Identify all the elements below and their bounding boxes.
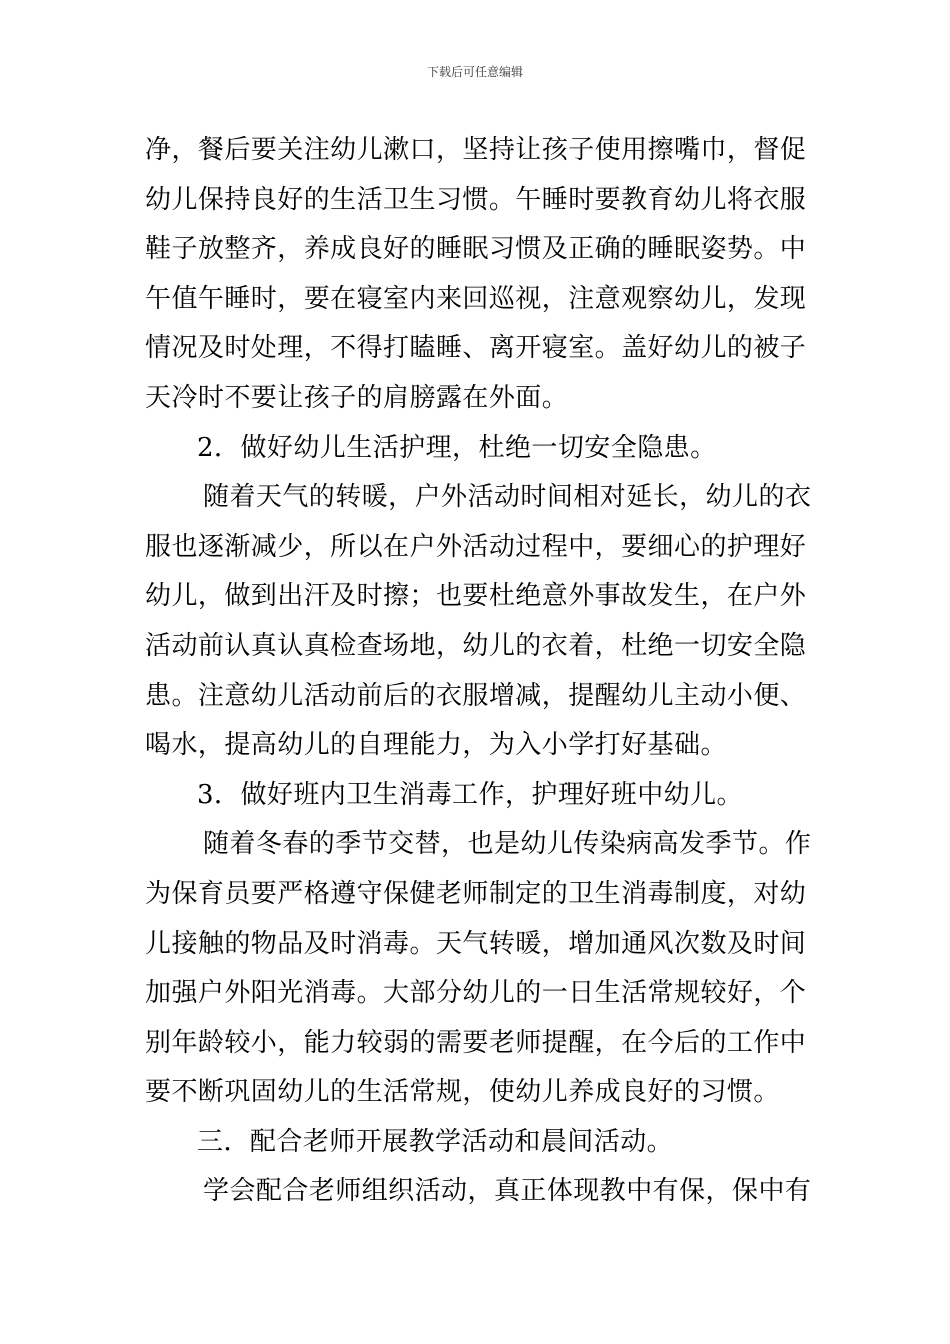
text-line: 儿接触的物品及时消毒。天气转暖，增加通风次数及时间 — [145, 928, 807, 959]
text-line: 天冷时不要让孩子的肩膀露在外面。 — [145, 382, 569, 413]
text-line: 患。注意幼儿活动前后的衣服增减，提醒幼儿主动小便、 — [145, 680, 807, 711]
paragraph-first-line: 随着冬春的季节交替，也是幼儿传染病高发季节。作 — [203, 829, 812, 860]
text-line: 为保育员要严格遵守保健老师制定的卫生消毒制度，对幼 — [145, 878, 807, 909]
paragraph-first-line: 随着天气的转暖，户外活动时间相对延长，幼儿的衣 — [203, 482, 812, 513]
text-line: 幼儿，做到出汗及时擦；也要杜绝意外事故发生，在户外 — [145, 581, 807, 612]
text-line: 活动前认真认真检查场地，幼儿的衣着，杜绝一切安全隐 — [145, 630, 807, 661]
text-line: 别年龄较小，能力较弱的需要老师提醒，在今后的工作中 — [145, 1027, 807, 1058]
text-line: 加强户外阳光消毒。大部分幼儿的一日生活常规较好，个 — [145, 978, 807, 1009]
section-heading: 三．配合老师开展教学活动和晨间活动。 — [197, 1126, 674, 1157]
page-header: 下载后可任意编辑 — [426, 65, 523, 79]
text-line: 鞋子放整齐，养成良好的睡眠习惯及正确的睡眠姿势。中 — [145, 234, 807, 265]
section-heading: 3．做好班内卫生消毒工作，护理好班中幼儿。 — [197, 779, 743, 810]
section-heading: 2．做好幼儿生活护理，杜绝一切安全隐患。 — [197, 432, 717, 463]
paragraph-first-line: 学会配合老师组织活动，真正体现教中有保，保中有 — [203, 1176, 812, 1207]
text-line: 幼儿保持良好的生活卫生习惯。午睡时要教育幼儿将衣服 — [145, 184, 807, 215]
text-line: 要不断巩固幼儿的生活常规，使幼儿养成良好的习惯。 — [145, 1077, 780, 1108]
text-line: 情况及时处理，不得打瞌睡、离开寝室。盖好幼儿的被子 — [145, 333, 807, 364]
text-line: 午值午睡时，要在寝室内来回巡视，注意观察幼儿，发现 — [145, 283, 807, 314]
text-line: 喝水，提高幼儿的自理能力，为入小学打好基础。 — [145, 730, 727, 761]
text-line: 服也逐渐减少，所以在户外活动过程中，要细心的护理好 — [145, 531, 807, 562]
body-text — [145, 126, 815, 1217]
text-line: 净，餐后要关注幼儿漱口，坚持让孩子使用擦嘴巾，督促 — [145, 135, 807, 165]
